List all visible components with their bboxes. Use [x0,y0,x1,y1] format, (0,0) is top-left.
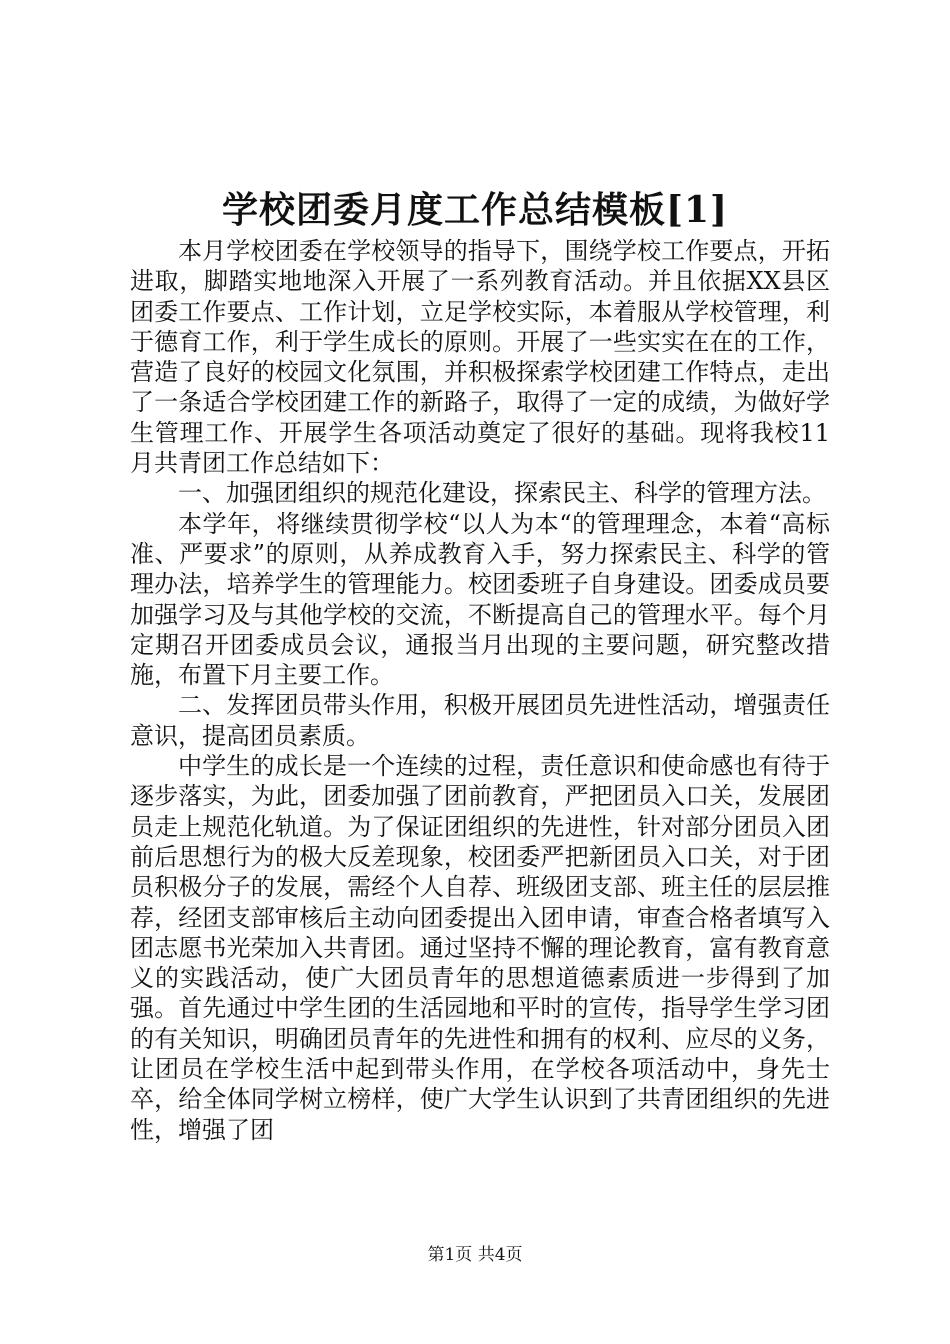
paragraph-section-2-body: 中学生的成长是一个连续的过程，责任意识和使命感也有待于逐步落实，为此，团委加强了团前教育，严把团员入口关，发展团员走上规范化轨道。为了保证团组织的先进性，针对部分团员入团前后思想行为的极大反差现象，校团委严把新团员入口关，对于团员积极分子的发展，需经个人自荐、班级团支部、班主任的层层推荐，经团支部审核后主动向团委提出入团申请，审查合格者填写入团志愿书光荣加入共青团。通过坚持不懈的理论教育，富有教育意义的实践活动，使广大团员青年的思想道德素质进一步得到了加强。首先通过中学生团的生活园地和平时的宣传，指导学生学习团的有关知识，明确团员青年的先进性和拥有的权利、应尽的义务，让团员在学校生活中起到带头作用，在学校各项活动中，身先士卒，给全体同学树立榜样，使广大学生认识到了共青团组织的先进性，增强了团 [130,752,830,1144]
document-title: 学校团委月度工作总结模板[1] [221,189,729,231]
paragraph-section-1-body: 本学年，将继续贯彻学校“以人为本“的管理理念，本着“高标准、严要求”的原则，从养成教育入手，努力探索民主、科学的管理办法，培养学生的管理能力。校团委班子自身建设。团委成员要加强学习及与其他学校的交流，不断提高自己的管理水平。每个月定期召开团委成员会议，通报当月出现的主要问题，研究整改措施，布置下月主要工作。 [130,509,830,690]
document-body [130,236,830,1145]
paragraph-intro: 本月学校团委在学校领导的指导下，围绕学校工作要点，开拓进取，脚踏实地地深入开展了一系列教育活动。并且依据XX县区团委工作要点、工作计划，立足学校实际，本着服从学校管理，利于德育工作，利于学生成长的原则。开展了一些实实在在的工作，营造了良好的校园文化氛围，并积极探索学校团建工作特点，走出了一条适合学校团建工作的新路子，取得了一定的成绩，为做好学生管理工作、开展学生各项活动奠定了很好的基础。现将我校11月共青团工作总结如下： [130,237,830,478]
paragraph-section-1-heading: 一、加强团组织的规范化建设，探索民主、科学的管理方法。 [178,479,826,508]
page-footer: 第1页 共4页 [427,1245,523,1265]
paragraph-section-2-heading: 二、发挥团员带头作用，积极开展团员先进性活动，增强责任意识，提高团员素质。 [130,691,830,750]
